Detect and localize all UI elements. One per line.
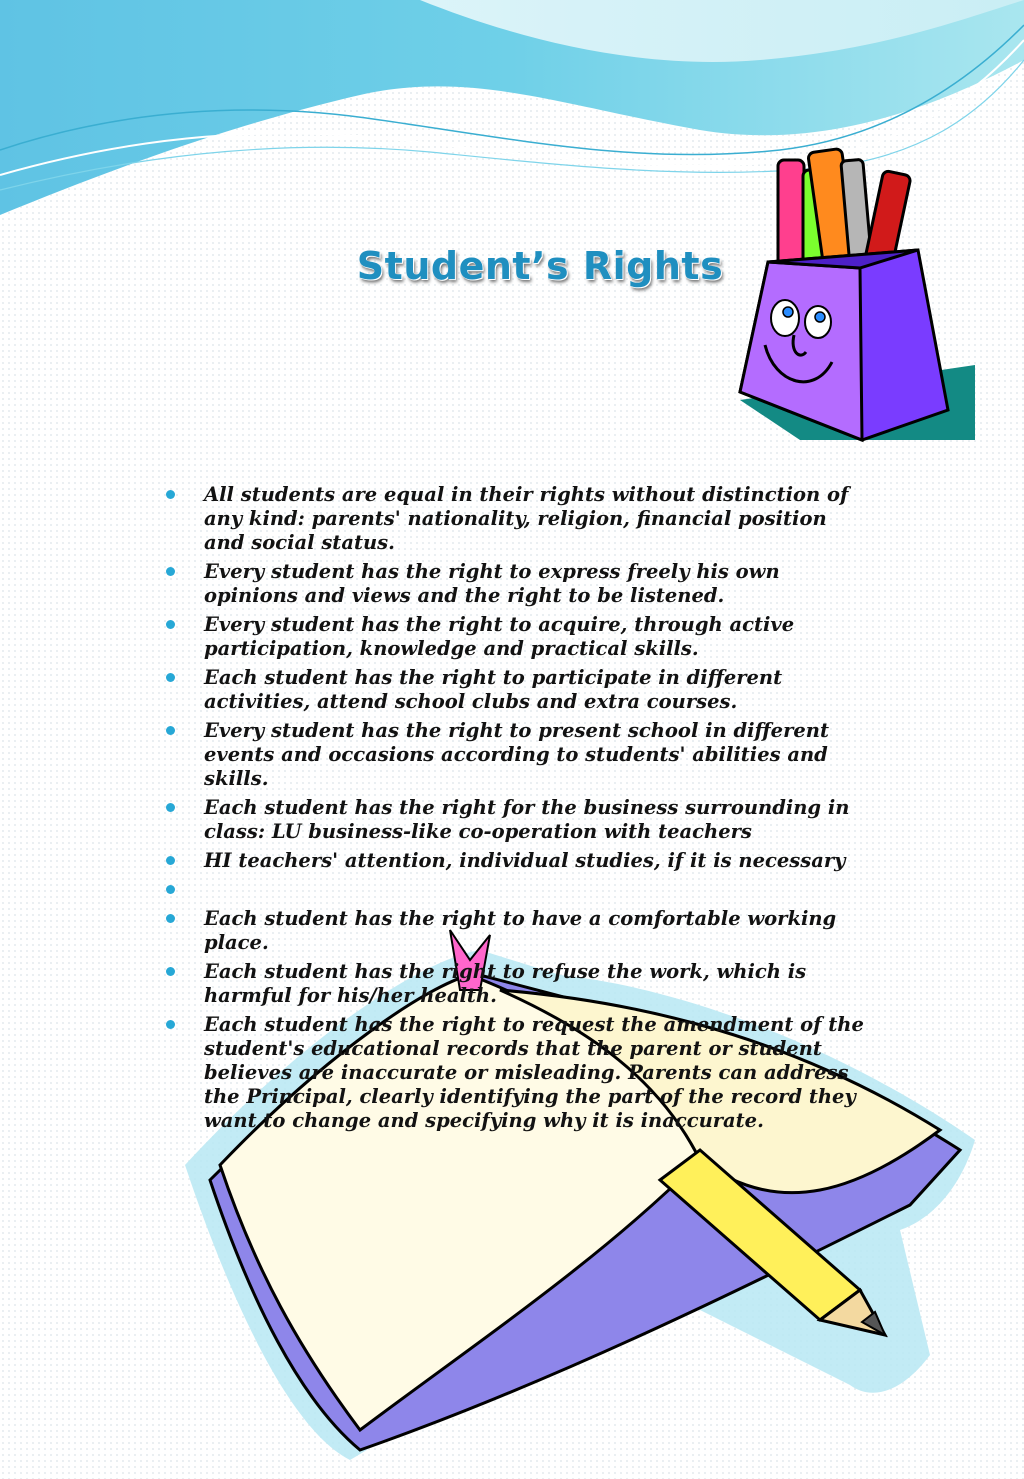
page-title: Student’s Rights — [356, 244, 724, 288]
list-item: Each student has the right to participate in different activities, attend school clubs and extra courses. — [160, 666, 872, 714]
rights-list — [160, 483, 872, 1138]
list-item: HI teachers' attention, individual studies, if it is necessary — [160, 849, 872, 873]
list-item: Each student has the right to refuse the work, which is harmful for his/her health. — [160, 960, 872, 1008]
list-item: All students are equal in their rights without distinction of any kind: parents' nationality, religion, financial position and social status. — [160, 483, 872, 555]
list-item: Each student has the right for the business surrounding in class: LU business-like co-operation with teachers — [160, 796, 872, 844]
list-item: Each student has the right to request the amendment of the student's educational records that the parent or student believes are inaccurate or misleading. Parents can address the Principal, clearly identifying the part of the record they want to change and specifying why it is inaccurate. — [160, 1013, 872, 1133]
list-item: Every student has the right to acquire, through active participation, knowledge and practical skills. — [160, 613, 872, 661]
list-item: Every student has the right to express freely his own opinions and views and the right to be listened. — [160, 560, 872, 608]
list-item — [160, 878, 872, 902]
list-item: Every student has the right to present school in different events and occasions according to students' abilities and skills. — [160, 719, 872, 791]
list-item: Each student has the right to have a comfortable working place. — [160, 907, 872, 955]
